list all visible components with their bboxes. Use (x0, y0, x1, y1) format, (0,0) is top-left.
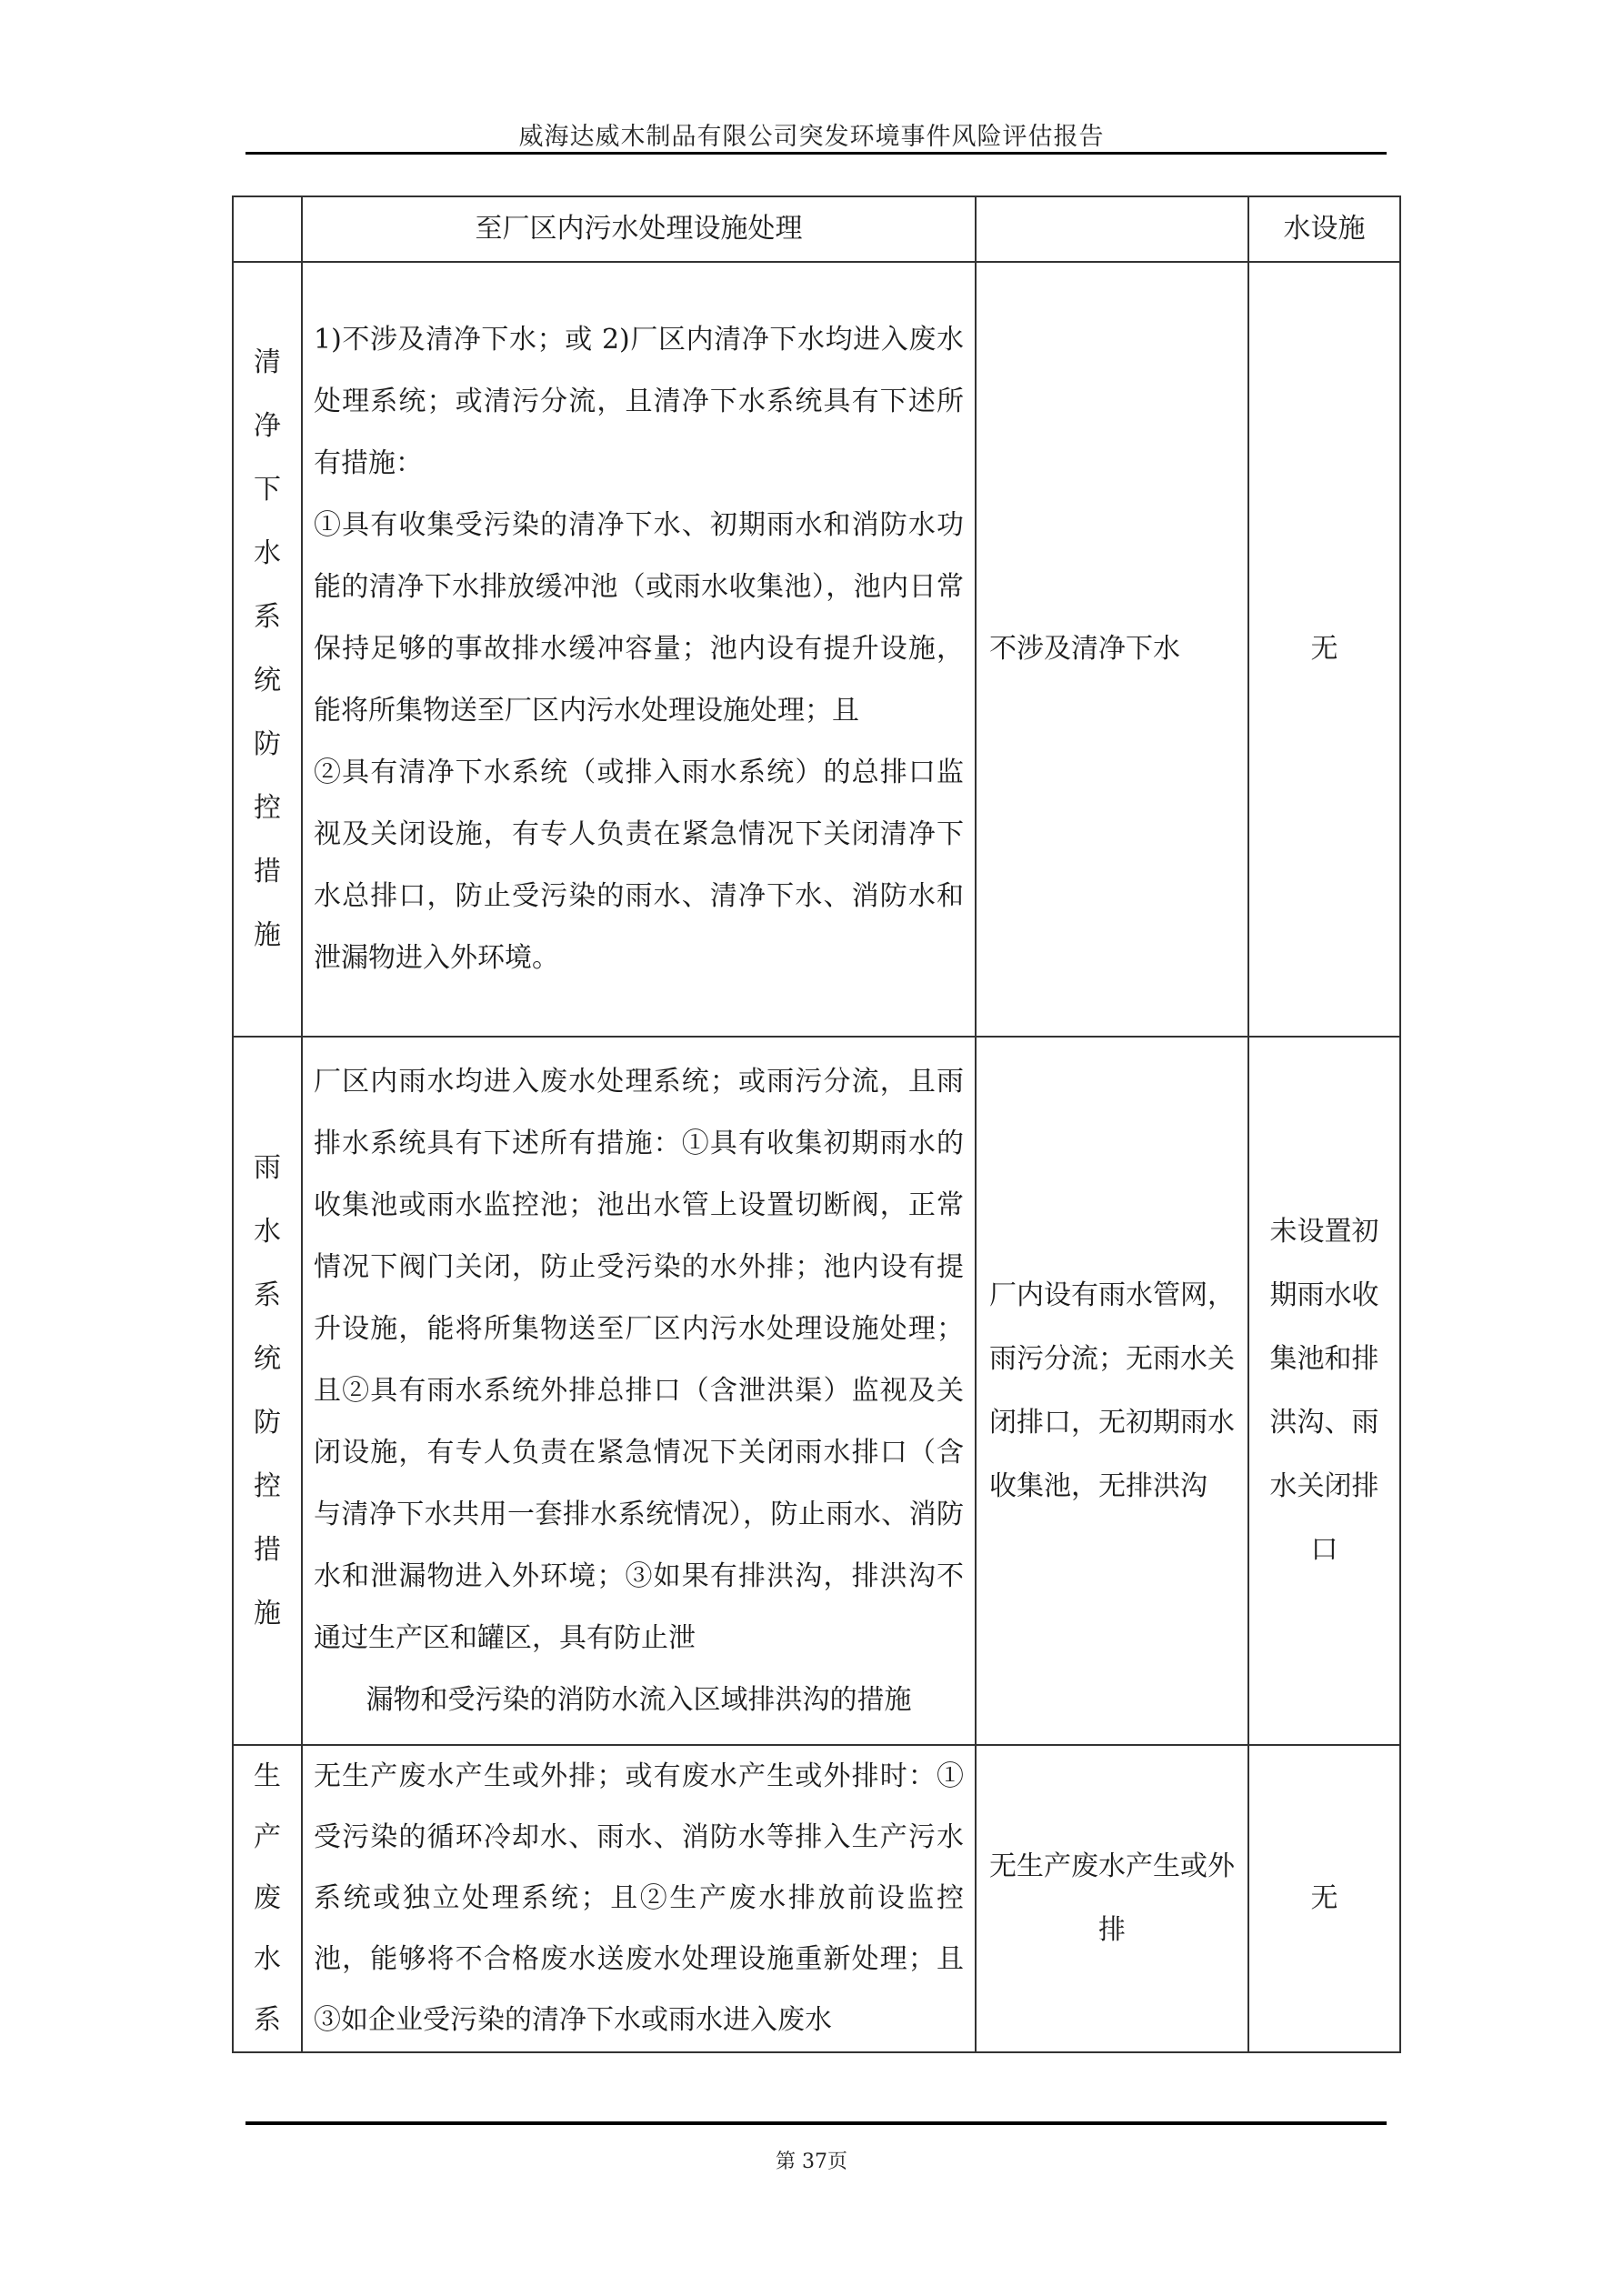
status-cell: 无生产废水产生或外排 (976, 1745, 1248, 2052)
table-row-continued (233, 196, 1400, 262)
category-label-vertical: 雨水系统防控措施 (254, 1151, 281, 1629)
header-divider (245, 152, 1387, 155)
status-cell: 不涉及清净下水 (976, 262, 1248, 1037)
category-cell (233, 1037, 302, 1745)
category-cell (233, 1745, 302, 2052)
result-cell: 未设置初期雨水收集池和排洪沟、雨水关闭排口 (1248, 1037, 1400, 1745)
table-row-rain-water (233, 1037, 1400, 1745)
measure-cell: 无生产废水产生或外排；或有废水产生或外排时：①受污染的循环冷却水、雨水、消防水等排入生产污水系统或独立处理系统；且②生产废水排放前设监控池，能够将不合格废水送废水处理设施重新处理；且③如企业受污染的清净下水或雨水进入废水 (302, 1745, 976, 2052)
measure-paragraph: ①具有收集受污染的清净下水、初期雨水和消防水功能的清净下水排放缓冲池（或雨水收集池），池内日常保持足够的事故排水缓冲容量；池内设有提升设施，能将所集物送至厂区内污水处理设施处理；且 (314, 509, 964, 727)
category-cell (233, 196, 302, 262)
measure-paragraph: 厂区内雨水均进入废水处理系统；或雨污分流，且雨排水系统具有下述所有措施：①具有收集初期雨水的收集池或雨水监控池；池出水管上设置切断阀，正常情况下阀门关闭，防止受污染的水外排；池内设有提升设施，能将所集物送至厂区内污水处理设施处理；且②具有雨水系统外排总排口（含泄洪渠）监视及关闭设施，有专人负责在紧急情况下关闭雨水排口（含与清净下水共用一套排水系统情况），防止雨水、消防水和泄漏物进入外环境；③如果有排洪沟，排洪沟不通过生产区和罐区，具有防止泄 (314, 1065, 964, 1654)
footer-divider (245, 2121, 1387, 2125)
measure-paragraph: ②具有清净下水系统（或排入雨水系统）的总排口监视及关闭设施，有专人负责在紧急情况下关闭清净下水总排口，防止受污染的雨水、清净下水、消防水和泄漏物进入外环境。 (314, 757, 964, 974)
measure-cell (302, 262, 976, 1037)
risk-assessment-table (232, 196, 1401, 2053)
table-row-clean-water (233, 262, 1400, 1037)
document-header-title: 威海达威木制品有限公司突发环境事件风险评估报告 (518, 123, 1105, 151)
page-number: 第 37页 (776, 2151, 847, 2173)
measure-paragraph: 1)不涉及清净下水；或 2)厂区内清净下水均进入废水处理系统；或清污分流，且清净下水系统具有下述所有措施： (314, 324, 964, 479)
result-cell: 水设施 (1248, 196, 1400, 262)
measure-cell: 至厂区内污水处理设施处理 (302, 196, 976, 262)
status-cell (976, 196, 1248, 262)
category-label-vertical: 生产废水系 (254, 1760, 281, 2036)
result-cell: 无 (1248, 1745, 1400, 2052)
category-label-vertical: 清净下水系统防控措施 (254, 346, 281, 951)
measure-cell (302, 1037, 976, 1745)
measure-paragraph-last-line: 漏物和受污染的消防水流入区域排洪沟的措施 (366, 1683, 912, 1716)
status-cell: 厂内设有雨水管网，雨污分流；无雨水关闭排口，无初期雨水收集池，无排洪沟 (976, 1037, 1248, 1745)
category-cell (233, 262, 302, 1037)
result-cell: 无 (1248, 262, 1400, 1037)
table-row-production-water (233, 1745, 1400, 2052)
